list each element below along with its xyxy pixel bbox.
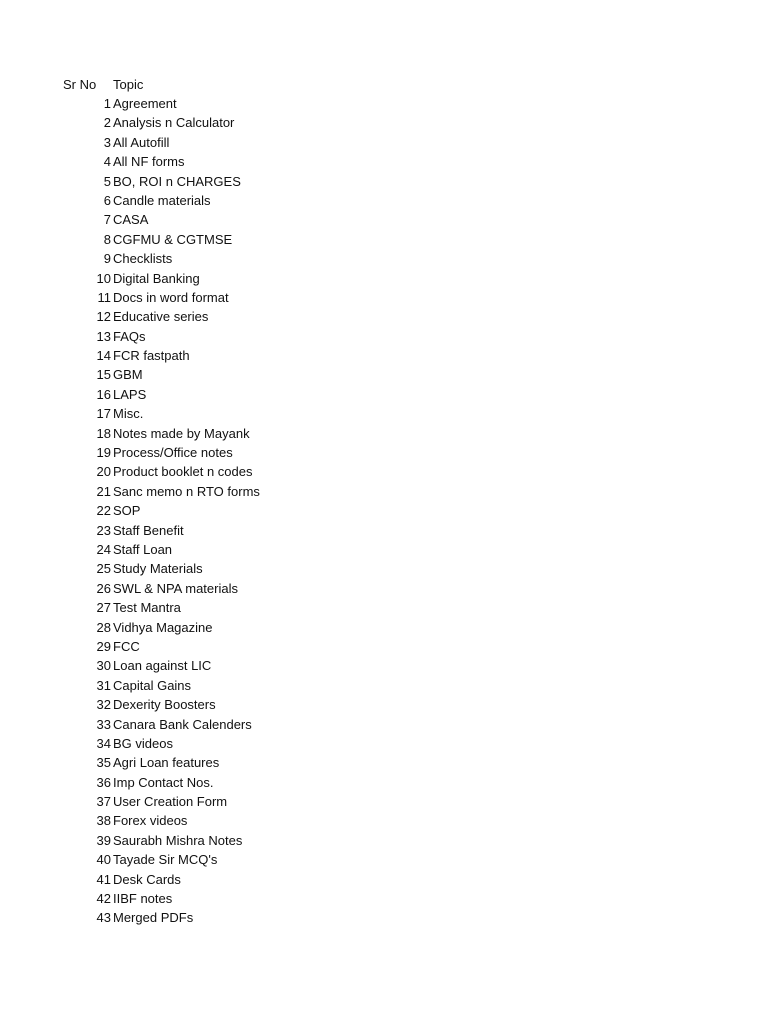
- row-topic: Capital Gains: [113, 677, 192, 693]
- row-topic: Docs in word format: [113, 289, 229, 305]
- table-row: [0, 249, 400, 268]
- row-number: 27: [96, 600, 111, 616]
- row-topic: FCC: [113, 638, 140, 654]
- row-topic: Saurabh Mishra Notes: [113, 832, 243, 848]
- row-topic: Loan against LIC: [113, 658, 212, 674]
- table-row: [0, 850, 400, 869]
- row-topic: Candle materials: [113, 192, 211, 208]
- row-number: 22: [96, 503, 111, 519]
- row-number: 23: [96, 522, 111, 538]
- table-row: [0, 269, 400, 288]
- row-number: 33: [96, 716, 111, 732]
- row-number: 41: [96, 871, 111, 887]
- row-topic: SWL & NPA materials: [113, 580, 238, 596]
- row-topic: Tayade Sir MCQ's: [113, 852, 218, 868]
- row-number: 34: [96, 735, 111, 751]
- row-number: 14: [96, 348, 111, 364]
- table-row: [0, 191, 400, 210]
- row-topic: Desk Cards: [113, 871, 181, 887]
- row-topic: Product booklet n codes: [113, 464, 253, 480]
- row-number: 30: [96, 658, 111, 674]
- row-number: 17: [96, 406, 111, 422]
- row-topic: Study Materials: [113, 561, 203, 577]
- row-topic: User Creation Form: [113, 794, 228, 810]
- table-row: [0, 792, 400, 811]
- row-topic: Process/Office notes: [113, 445, 233, 461]
- row-number: 24: [96, 541, 111, 557]
- row-number: 9: [103, 251, 111, 267]
- table-row: [0, 424, 400, 443]
- row-number: 15: [96, 367, 111, 383]
- row-number: 16: [96, 386, 111, 402]
- row-number: 25: [96, 561, 111, 577]
- row-topic: Merged PDFs: [113, 910, 194, 926]
- table-row: [0, 210, 400, 229]
- row-topic: All NF forms: [113, 154, 185, 170]
- table-row: [0, 811, 400, 830]
- row-number: 12: [96, 309, 111, 325]
- row-topic: SOP: [113, 503, 141, 519]
- row-number: 4: [103, 154, 111, 170]
- row-topic: Digital Banking: [113, 270, 200, 286]
- header-topic: Topic: [113, 77, 144, 92]
- table-row: [0, 637, 400, 656]
- row-number: 26: [96, 580, 111, 596]
- row-number: 31: [96, 677, 111, 693]
- table-row: [0, 540, 400, 559]
- row-number: 7: [103, 212, 111, 228]
- row-number: 36: [96, 774, 111, 790]
- topic-list: [0, 94, 400, 928]
- table-row: [0, 734, 400, 753]
- row-topic: CGFMU & CGTMSE: [113, 231, 233, 247]
- table-row: [0, 559, 400, 578]
- row-topic: FAQs: [113, 328, 146, 344]
- table-row: [0, 870, 400, 889]
- table-row: [0, 133, 400, 152]
- row-topic: Sanc memo n RTO forms: [113, 483, 260, 499]
- table-row: [0, 385, 400, 404]
- row-number: 37: [96, 794, 111, 810]
- row-topic: Imp Contact Nos.: [113, 774, 214, 790]
- table-row: [0, 462, 400, 481]
- row-number: 8: [103, 231, 111, 247]
- row-topic: BG videos: [113, 735, 173, 751]
- table-row: [0, 113, 400, 132]
- row-number: 1: [103, 96, 111, 111]
- table-row: [0, 482, 400, 501]
- header-sr-no: Sr No: [63, 77, 97, 92]
- table-row: [0, 404, 400, 423]
- row-number: 43: [96, 910, 111, 926]
- row-topic: FCR fastpath: [113, 348, 190, 364]
- row-topic: LAPS: [113, 386, 147, 402]
- row-topic: Checklists: [113, 251, 173, 267]
- row-number: 21: [96, 483, 111, 499]
- table-row: [0, 288, 400, 307]
- table-row: [0, 656, 400, 675]
- row-number: 29: [96, 638, 111, 654]
- table-row: [0, 307, 400, 326]
- row-number: 38: [96, 813, 111, 829]
- row-topic: Test Mantra: [113, 600, 181, 616]
- row-topic: Agri Loan features: [113, 755, 220, 771]
- row-topic: Dexerity Boosters: [113, 697, 216, 713]
- row-number: 39: [96, 832, 111, 848]
- row-number: 3: [103, 134, 111, 150]
- row-number: 13: [96, 328, 111, 344]
- table-row: [0, 443, 400, 462]
- table-row: [0, 172, 400, 191]
- row-topic: Educative series: [113, 309, 209, 325]
- row-number: 10: [96, 270, 111, 286]
- row-topic: Notes made by Mayank: [113, 425, 250, 441]
- table-row: [0, 365, 400, 384]
- row-topic: GBM: [113, 367, 143, 383]
- row-number: 5: [103, 173, 111, 189]
- row-topic: Staff Loan: [113, 541, 173, 557]
- table-row: [0, 715, 400, 734]
- row-number: 42: [96, 891, 111, 907]
- table-row: [0, 618, 400, 637]
- table-row: [0, 579, 400, 598]
- table-row: [0, 695, 400, 714]
- table-row: [0, 230, 400, 249]
- row-topic: BO, ROI n CHARGES: [113, 173, 241, 189]
- row-topic: Agreement: [113, 96, 177, 111]
- table-row: [0, 521, 400, 540]
- row-topic: Canara Bank Calenders: [113, 716, 252, 732]
- row-topic: Analysis n Calculator: [113, 115, 235, 131]
- row-number: 19: [96, 445, 111, 461]
- row-topic: IIBF notes: [113, 891, 173, 907]
- row-topic: All Autofill: [113, 134, 170, 150]
- row-number: 32: [96, 697, 111, 713]
- table-row: [0, 598, 400, 617]
- row-number: 18: [96, 425, 111, 441]
- row-topic: Forex videos: [113, 813, 188, 829]
- row-topic: Misc.: [113, 406, 144, 422]
- row-topic: Vidhya Magazine: [113, 619, 213, 635]
- table-row: [0, 94, 400, 113]
- table-row: [0, 753, 400, 772]
- table-row: [0, 908, 400, 927]
- row-number: 20: [96, 464, 111, 480]
- table-row: [0, 889, 400, 908]
- row-number: 35: [96, 755, 111, 771]
- table-row: [0, 773, 400, 792]
- row-topic: Staff Benefit: [113, 522, 184, 538]
- table-row: [0, 327, 400, 346]
- table-row: [0, 831, 400, 850]
- table-row: [0, 346, 400, 365]
- row-number: 11: [97, 289, 111, 305]
- row-number: 2: [103, 115, 111, 131]
- table-row: [0, 676, 400, 695]
- row-number: 6: [103, 192, 111, 208]
- table-row: [0, 152, 400, 171]
- row-number: 40: [96, 852, 111, 868]
- row-topic: CASA: [113, 212, 149, 228]
- table-row: [0, 501, 400, 520]
- row-number: 28: [96, 619, 111, 635]
